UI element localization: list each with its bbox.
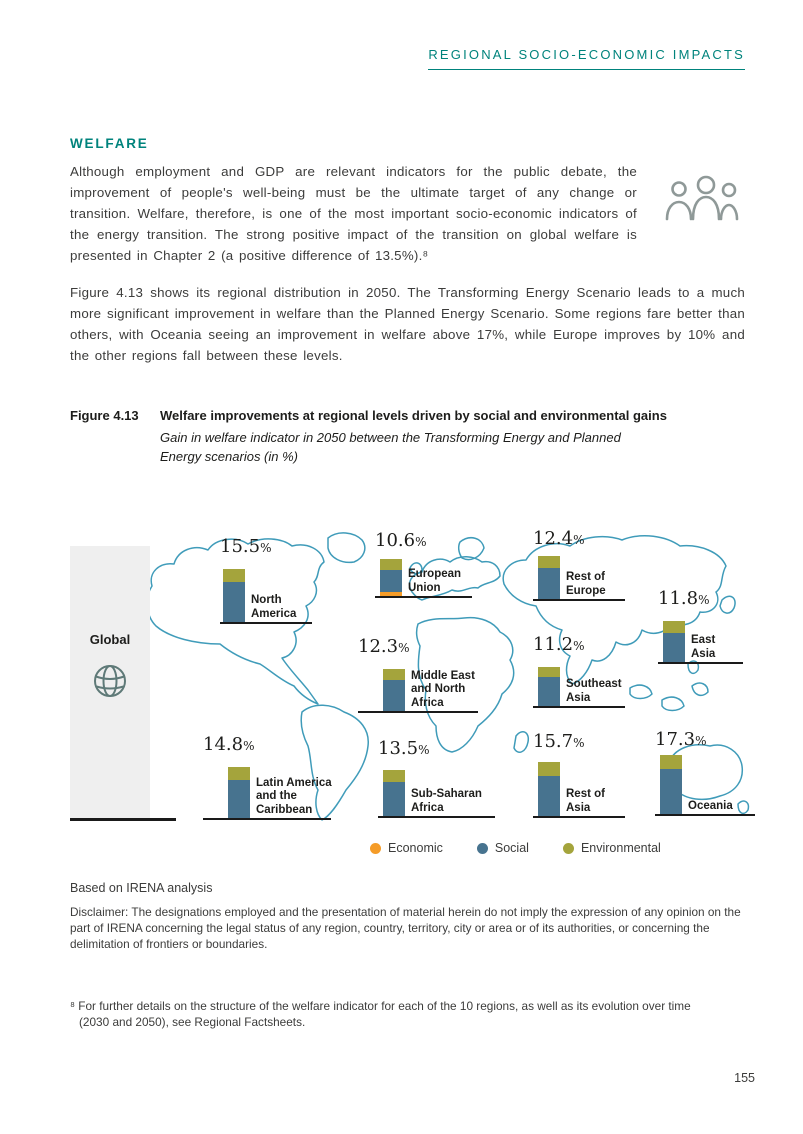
figure-subtitle: Gain in welfare indicator in 2050 between the Transforming Energy and Planned Energy scenarios (in %) (160, 430, 621, 464)
bar-segment-social (228, 780, 250, 817)
region-underline (220, 622, 312, 625)
people-group-icon-svg (659, 173, 745, 229)
region-value: 11.2% (533, 634, 585, 655)
region-label: Latin America and the Caribbean (256, 776, 332, 816)
region-rest-of-europe (533, 528, 625, 601)
region-value: 15.7% (533, 731, 585, 752)
region-label: Southeast Asia (566, 678, 622, 704)
paragraph-figure-intro: Figure 4.13 shows its regional distribution in 2050. The Transforming Energy Scenario leads to a much more significant improvement in welfare than the Planned Energy Scenario. Some regions fare better than others, with Oceania seeing an improvement in welfare above 17%, while Europe improves by 10% and the other regions fall between these levels. (70, 285, 745, 363)
figure-caption (70, 406, 745, 466)
legend-item-economic (370, 841, 443, 855)
map-greenland (328, 533, 365, 562)
region-label: Rest of Asia (566, 788, 605, 814)
bar-segment-environmental (663, 621, 685, 632)
source-note: Based on IRENA analysis (70, 881, 213, 895)
header-wrap (428, 47, 745, 70)
region-rest-of-asia (533, 731, 625, 818)
region-value: 13.5% (378, 738, 430, 759)
disclaimer-text: Disclaimer: The designations employed and the presentation of material herein do not imply the expression of any opinion on the part of IRENA concerning the legal status of any region, country, territory, city or area or of its authorities, or concerning the delimitation of frontiers or boundaries. (70, 905, 741, 951)
economic-dot-icon (370, 843, 381, 854)
bar-segment-social (538, 677, 560, 706)
global-panel (70, 546, 150, 818)
region-bar (228, 767, 250, 817)
region-bar (380, 559, 402, 595)
bar-segment-environmental (380, 559, 402, 569)
bar-segment-environmental (660, 755, 682, 770)
page-header (0, 0, 803, 70)
page-content (0, 136, 803, 1030)
map-madagascar (514, 732, 528, 753)
region-bar (223, 569, 245, 622)
region-underline (533, 816, 625, 819)
bar-segment-social (223, 582, 245, 621)
running-header: REGIONAL SOCIO-ECONOMIC IMPACTS (428, 47, 745, 62)
region-value: 11.8% (658, 588, 710, 609)
region-bar (383, 770, 405, 816)
region-value: 14.8% (203, 734, 255, 755)
chart-legend (370, 841, 745, 855)
people-group-icon (659, 161, 745, 266)
region-bar (538, 556, 560, 598)
bar-segment-social (663, 633, 685, 662)
global-underline (70, 818, 176, 821)
region-label: Rest of Europe (566, 571, 606, 597)
region-middle-east-and-north-africa (358, 636, 478, 713)
region-value: 15.5% (220, 536, 272, 557)
region-underline (378, 816, 495, 819)
bar-segment-social (380, 570, 402, 592)
region-value: 17.3% (655, 729, 707, 750)
region-label: North America (251, 594, 297, 620)
environmental-dot-icon (563, 843, 574, 854)
legend-item-environmental (563, 841, 661, 855)
region-label: East Asia (691, 634, 716, 660)
paragraph-welfare-intro: Although employment and GDP are relevant indicators for the public debate, the improvement of people's well-being must be the ultimate target of any change or transition. Welfare, therefore, is one of the most important socio-economic indicators of the energy transition. The strong positive impact of the transition on global welfare is presented in Chapter 2 (a positive difference of 13.5%).⁸ (70, 164, 637, 263)
figure-title: Welfare improvements at regional levels driven by social and environmental gains (160, 408, 667, 423)
region-bar (383, 669, 405, 711)
intro-row (70, 161, 745, 266)
region-label: European Union (408, 568, 462, 594)
region-underline (533, 706, 625, 709)
region-southeast-asia (533, 634, 625, 708)
header-rule (428, 69, 745, 70)
figure-label: Figure 4.13 (70, 408, 139, 423)
bar-segment-environmental (383, 770, 405, 782)
global-label: Global (89, 632, 131, 647)
legend-item-social (477, 841, 529, 855)
globe-icon (88, 659, 132, 703)
bar-segment-environmental (538, 762, 560, 776)
region-underline (655, 814, 755, 817)
region-bar (538, 762, 560, 815)
region-underline (375, 596, 472, 599)
footnote-8: ⁸ For further details on the structure of the welfare indicator for each of the 10 regions, as well as its evolution over time (2030 and 2050), see Regional Factsheets. (70, 999, 691, 1029)
bar-segment-social (660, 769, 682, 813)
bar-segment-environmental (538, 556, 560, 568)
bar-segment-social (538, 568, 560, 599)
region-value: 12.4% (533, 528, 585, 549)
section-title: WELFARE (70, 136, 149, 151)
region-label: Sub-Saharan Africa (411, 788, 482, 814)
region-bar (660, 755, 682, 814)
bar-segment-social (383, 782, 405, 816)
map-indonesia-east (662, 697, 684, 710)
region-oceania (655, 729, 755, 816)
page-number: 155 (734, 1071, 755, 1085)
region-north-america (220, 536, 312, 624)
legend-label-environmental: Environmental (580, 841, 661, 855)
region-underline (203, 818, 331, 821)
bar-segment-social (538, 776, 560, 816)
social-dot-icon (477, 843, 488, 854)
figure-4-13-map (70, 528, 760, 821)
region-label: Oceania (688, 799, 733, 812)
bar-segment-environmental (228, 767, 250, 780)
region-bar (663, 621, 685, 661)
bar-segment-environmental (383, 669, 405, 680)
region-value: 12.3% (358, 636, 410, 657)
bar-segment-social (383, 680, 405, 711)
region-bar (538, 667, 560, 705)
region-underline (658, 662, 743, 665)
region-underline (533, 599, 625, 602)
region-value: 10.6% (375, 530, 427, 551)
legend-label-economic: Economic (388, 841, 443, 855)
legend-label-social: Social (494, 841, 529, 855)
region-european-union (375, 530, 472, 598)
region-east-asia (658, 588, 743, 664)
figure-caption-texts (160, 406, 667, 466)
bar-segment-environmental (223, 569, 245, 583)
region-latin-america-and-the-caribbean (203, 734, 331, 820)
region-label: Middle East and North Africa (411, 669, 475, 709)
map-new-guinea (692, 683, 708, 695)
region-sub-saharan-africa (378, 738, 495, 818)
region-underline (358, 711, 478, 714)
bar-segment-environmental (538, 667, 560, 677)
